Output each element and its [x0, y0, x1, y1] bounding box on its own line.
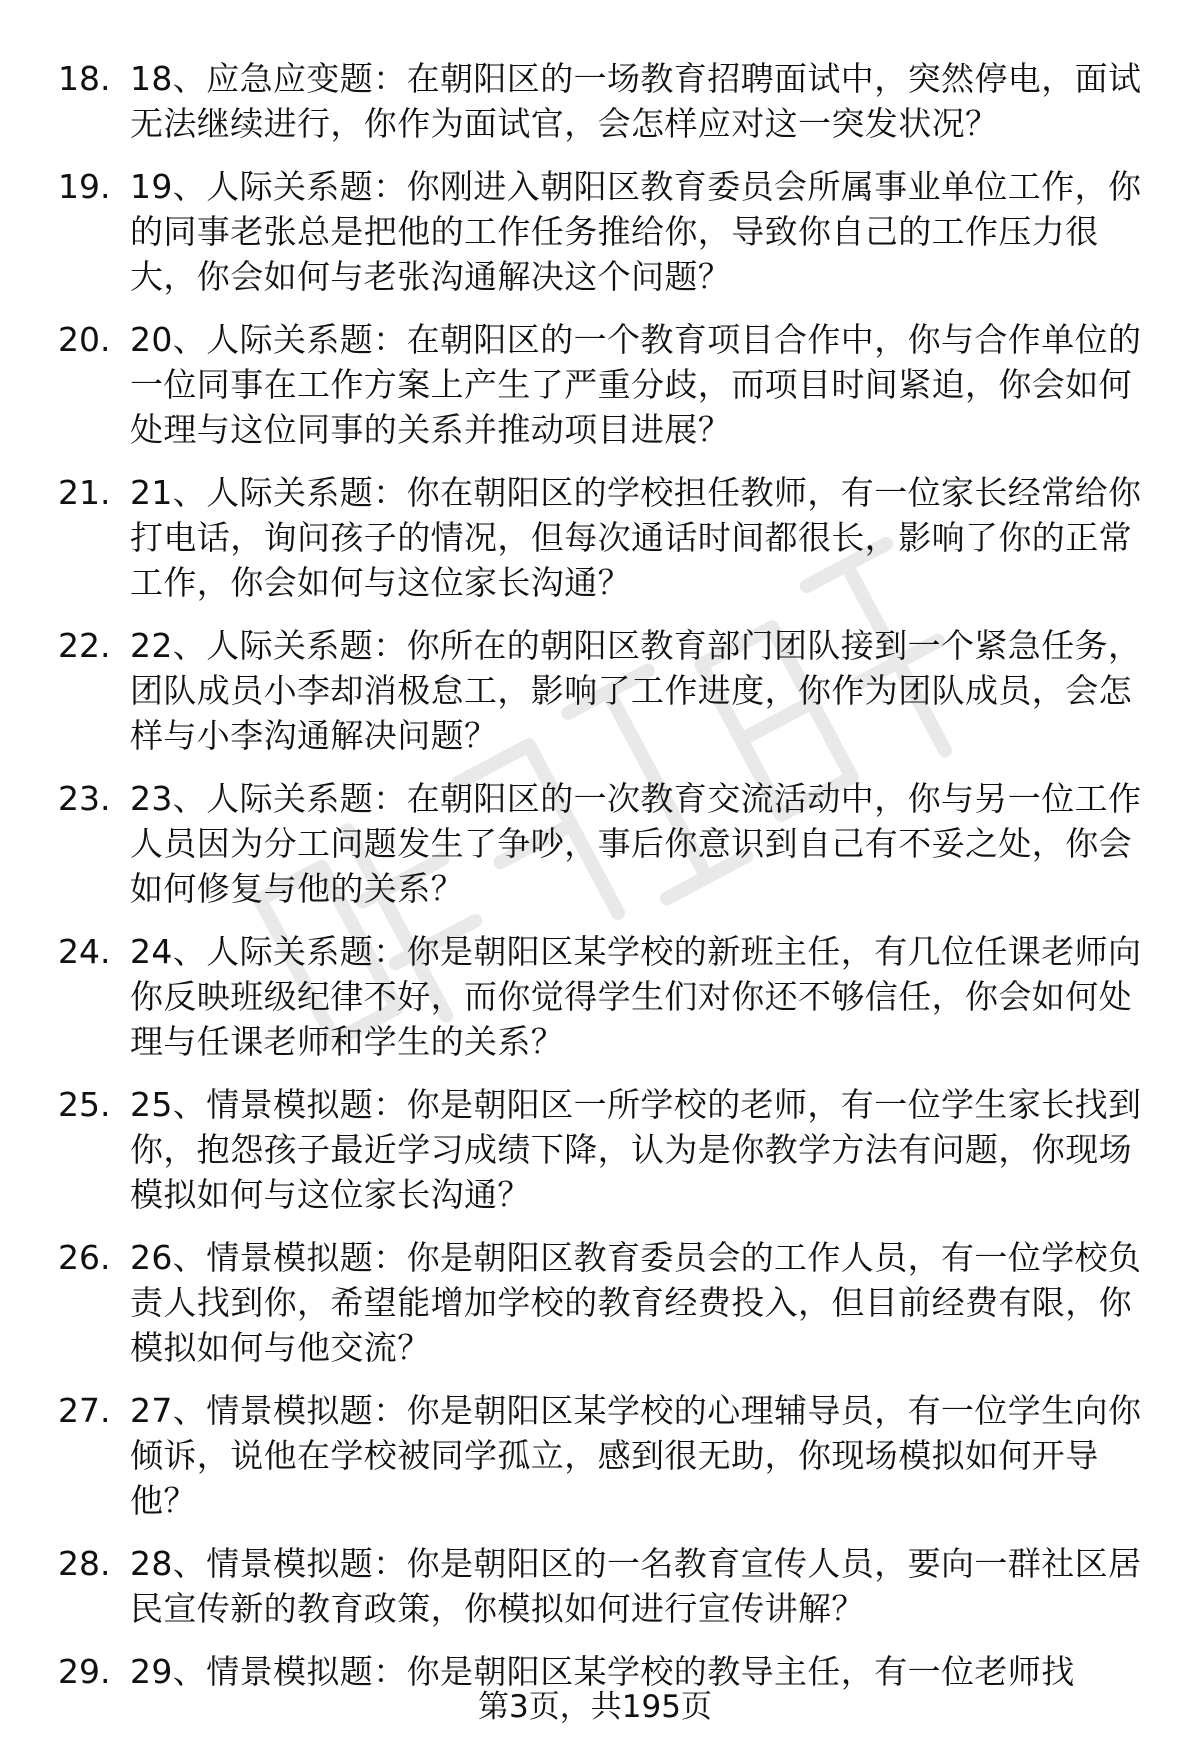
item-text: 27、情景模拟题：你是朝阳区某学校的心理辅导员，有一位学生向你倾诉，说他在学校被同学孤立，感到很无助，你现场模拟如何开导他？	[130, 1391, 1142, 1520]
list-item	[58, 1235, 1148, 1370]
item-number: 24.	[58, 932, 111, 971]
item-number: 20.	[58, 320, 111, 359]
page-footer: 第3页，共195页	[478, 1689, 712, 1725]
item-text: 23、人际关系题：在朝阳区的一次教育交流活动中，你与另一位工作人员因为分工问题发生了争吵，事后你意识到自己有不妥之处，你会如何修复与他的关系？	[130, 779, 1142, 908]
item-number: 28.	[58, 1544, 111, 1583]
item-text: 24、人际关系题：你是朝阳区某学校的新班主任，有几位任课老师向你反映班级纪律不好，而你觉得学生们对你还不够信任，你会如何处理与任课老师和学生的关系？	[130, 932, 1142, 1061]
item-number: 29.	[58, 1652, 111, 1691]
item-number: 22.	[58, 626, 111, 665]
item-number: 26.	[58, 1238, 111, 1277]
list-item	[58, 1388, 1148, 1523]
item-text: 21、人际关系题：你在朝阳区的学校担任教师，有一位家长经常给你打电话，询问孩子的情况，但每次通话时间都很长，影响了你的正常工作，你会如何与这位家长沟通？	[130, 473, 1142, 602]
item-number: 25.	[58, 1085, 111, 1124]
item-text: 25、情景模拟题：你是朝阳区一所学校的老师，有一位学生家长找到你，抱怨孩子最近学习成绩下降，认为是你教学方法有问题，你现场模拟如何与这位家长沟通？	[130, 1085, 1142, 1214]
list-item	[58, 56, 1148, 146]
item-text: 19、人际关系题：你刚进入朝阳区教育委员会所属事业单位工作，你的同事老张总是把他的工作任务推给你，导致你自己的工作压力很大，你会如何与老张沟通解决这个问题？	[130, 167, 1142, 296]
item-text: 28、情景模拟题：你是朝阳区的一名教育宣传人员，要向一群社区居民宣传新的教育政策，你模拟如何进行宣传讲解？	[130, 1544, 1142, 1628]
list-item	[58, 317, 1148, 452]
item-text: 18、应急应变题：在朝阳区的一场教育招聘面试中，突然停电，面试无法继续进行，你作为面试官，会怎样应对这一突发状况？	[130, 59, 1142, 143]
item-number: 27.	[58, 1391, 111, 1430]
list-item	[58, 1541, 1148, 1631]
item-text: 20、人际关系题：在朝阳区的一个教育项目合作中，你与合作单位的一位同事在工作方案上产生了严重分歧，而项目时间紧迫，你会如何处理与这位同事的关系并推动项目进展？	[130, 320, 1142, 449]
item-number: 18.	[58, 59, 111, 98]
item-text: 22、人际关系题：你所在的朝阳区教育部门团队接到一个紧急任务，团队成员小李却消极怠工，影响了工作进度，你作为团队成员，会怎样与小李沟通解决问题？	[130, 626, 1142, 755]
list-item	[58, 470, 1148, 605]
item-text: 29、情景模拟题：你是朝阳区某学校的教导主任，有一位老师找	[130, 1652, 1075, 1691]
list-item	[58, 1082, 1148, 1217]
list-item	[58, 164, 1148, 299]
item-number: 21.	[58, 473, 111, 512]
question-list	[58, 56, 1148, 1712]
list-item	[58, 776, 1148, 911]
list-item	[58, 623, 1148, 758]
item-number: 19.	[58, 167, 111, 206]
list-item	[58, 929, 1148, 1064]
item-number: 23.	[58, 779, 111, 818]
item-text: 26、情景模拟题：你是朝阳区教育委员会的工作人员，有一位学校负责人找到你，希望能增加学校的教育经费投入，但目前经费有限，你模拟如何与他交流？	[130, 1238, 1142, 1367]
